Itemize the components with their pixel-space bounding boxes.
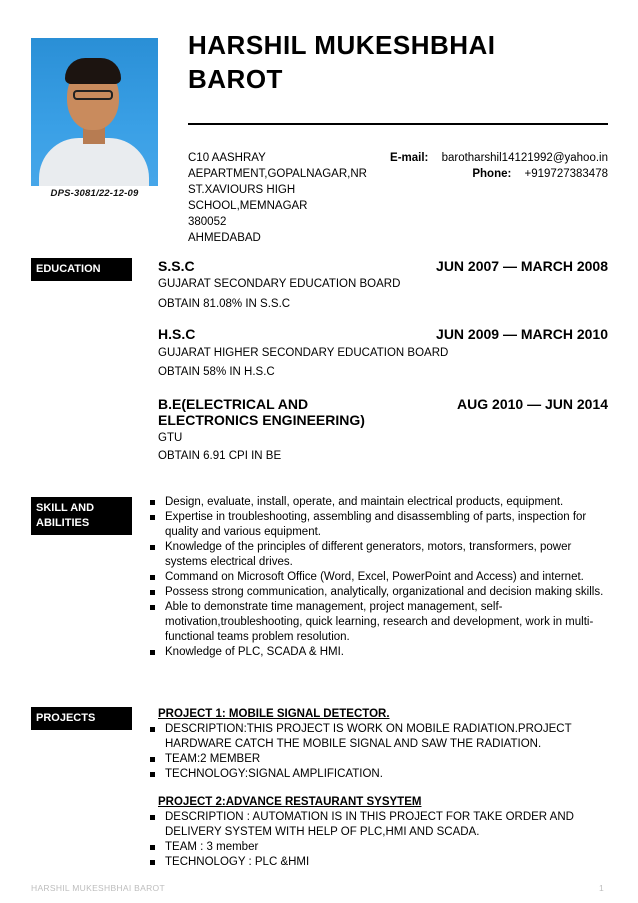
edu-be-result: OBTAIN 6.91 CPI IN BE — [158, 450, 282, 462]
profile-photo — [31, 38, 158, 202]
address-line: SCHOOL,MEMNAGAR — [188, 200, 308, 212]
candidate-name — [188, 28, 608, 96]
name-line-2: BAROT — [188, 64, 283, 94]
edu-ssc-result: OBTAIN 81.08% IN S.S.C — [158, 298, 291, 310]
footer-name: HARSHIL MUKESHBHAI BAROT — [31, 883, 165, 893]
edu-hsc-name: H.S.C — [158, 326, 196, 342]
project-1-list — [148, 722, 610, 782]
photo-glasses — [73, 90, 113, 100]
project-2-item: DESCRIPTION : AUTOMATION IS IN THIS PROJECT FOR TAKE ORDER AND DELIVERY SYSTEM WITH HELP OF PLC,HMI AND SCADA. — [148, 810, 610, 840]
email-row — [390, 150, 608, 166]
phone-label: Phone: — [472, 168, 512, 180]
project-2-title: PROJECT 2:ADVANCE RESTAURANT SYSYTEM — [158, 796, 422, 808]
edu-ssc-title — [158, 258, 608, 274]
skill-item: Knowledge of PLC, SCADA & HMI. — [148, 645, 610, 660]
name-line-1: HARSHIL MUKESHBHAI — [188, 30, 496, 60]
edu-hsc-board: GUJARAT HIGHER SECONDARY EDUCATION BOARD — [158, 347, 449, 359]
project-1-item: DESCRIPTION:THIS PROJECT IS WORK ON MOBILE RADIATION.PROJECT HARDWARE CATCH THE MOBILE SIGNAL AND SAW THE RADIATION. — [148, 722, 610, 752]
address-line: AEPARTMENT,GOPALNAGAR,NR — [188, 168, 367, 180]
photo-hair — [65, 58, 121, 84]
skill-item: Able to demonstrate time management, project management, self-motivation,troubleshooting, quick learning, research and development, work in multi-functional teams problem resolution. — [148, 600, 610, 645]
edu-ssc-board: GUJARAT SECONDARY EDUCATION BOARD — [158, 278, 401, 290]
phone-value: +919727383478 — [524, 168, 608, 180]
edu-be-name-line-1: B.E(ELECTRICAL AND — [158, 396, 309, 412]
edu-be-board: GTU — [158, 432, 183, 444]
skills-section-label — [31, 497, 132, 535]
skill-item: Command on Microsoft Office (Word, Excel, PowerPoint and Access) and internet. — [148, 570, 610, 585]
edu-ssc-date: JUN 2007 — MARCH 2008 — [436, 258, 608, 274]
skills-label-line-1: SKILL AND — [36, 502, 95, 514]
edu-ssc-name: S.S.C — [158, 258, 195, 274]
education-section-label: EDUCATION — [31, 258, 132, 281]
edu-be-name-line-2: ELECTRONICS ENGINEERING) — [158, 412, 365, 428]
skill-item: Expertise in troubleshooting, assembling and disassembling of parts, inspection for quality and various equipment. — [148, 510, 610, 540]
project-1-item: TEAM:2 MEMBER — [148, 752, 610, 767]
skills-label-line-2: ABILITIES — [36, 517, 90, 529]
skills-list — [148, 495, 610, 660]
project-2-item: TECHNOLOGY : PLC &HMI — [148, 855, 610, 870]
address-line: AHMEDABAD — [188, 232, 261, 244]
edu-hsc-title — [158, 326, 608, 342]
email-label: E-mail: — [390, 152, 429, 164]
projects-section-label: PROJECTS — [31, 707, 132, 730]
contact-block — [390, 150, 608, 182]
header-rule — [188, 123, 608, 125]
project-2-list — [148, 810, 610, 870]
skill-item: Design, evaluate, install, operate, and maintain electrical products, equipment. — [148, 495, 610, 510]
address-line: C10 AASHRAY — [188, 152, 266, 164]
skill-item: Possess strong communication, analytically, organizational and decision making skills. — [148, 585, 610, 600]
address-block — [188, 150, 367, 246]
project-1-title: PROJECT 1: MOBILE SIGNAL DETECTOR. — [158, 708, 390, 720]
edu-be-title — [158, 396, 608, 428]
address-line: 380052 — [188, 216, 227, 228]
skill-item: Knowledge of the principles of different generators, motors, transformers, power systems electrical drives. — [148, 540, 610, 570]
edu-hsc-date: JUN 2009 — MARCH 2010 — [436, 326, 608, 342]
email-value[interactable]: barotharshil14121992@yahoo.in — [441, 152, 608, 164]
phone-row — [390, 166, 608, 182]
project-2-item: TEAM : 3 member — [148, 840, 610, 855]
project-1-item: TECHNOLOGY:SIGNAL AMPLIFICATION. — [148, 767, 610, 782]
edu-hsc-result: OBTAIN 58% IN H.S.C — [158, 366, 275, 378]
photo-caption: DPS-3081/22-12-09 — [31, 186, 158, 202]
edu-be-date: AUG 2010 — JUN 2014 — [457, 396, 608, 412]
footer-page-number: 1 — [599, 883, 604, 893]
address-line: ST.XAVIOURS HIGH — [188, 184, 296, 196]
